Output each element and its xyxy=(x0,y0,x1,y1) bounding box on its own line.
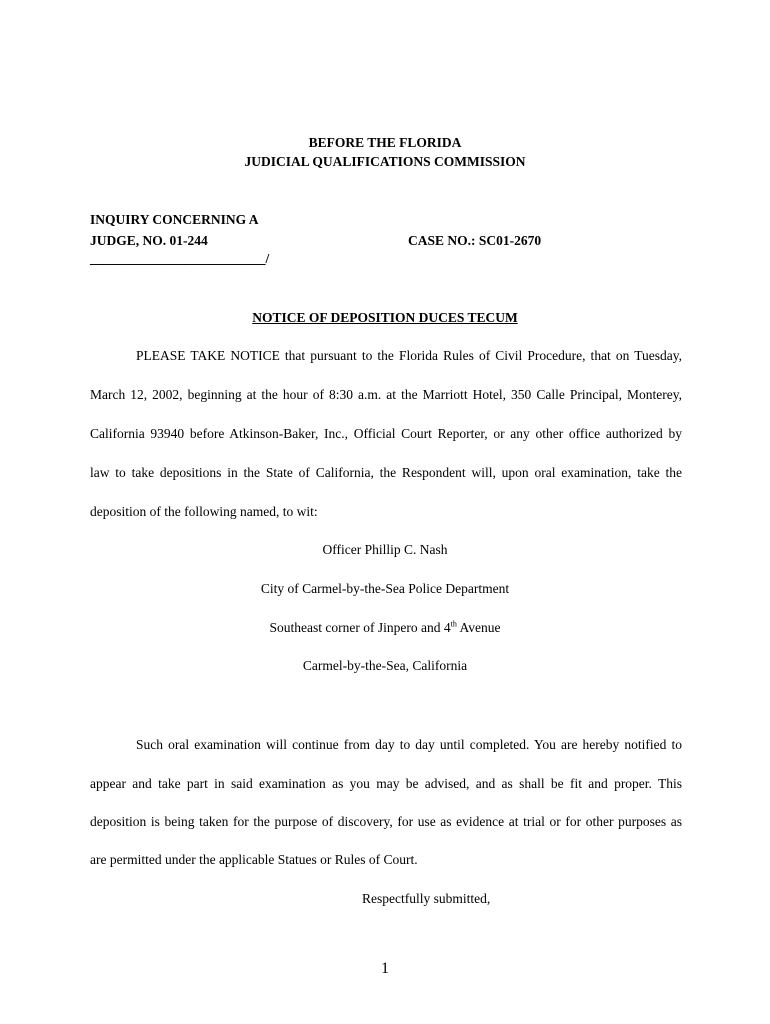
paragraph-1-line-4: law to take depositions in the State of California, the Respondent will, upon oral examination, take the xyxy=(90,465,682,480)
caption-left-line-2: JUDGE, NO. 01-244 xyxy=(90,233,208,248)
paragraph-2-line-1: Such oral examination will continue from day to day until completed. You are hereby notified to xyxy=(136,737,682,752)
closing-text: Respectfully submitted, xyxy=(362,891,491,906)
caption-left-line-1: INQUIRY CONCERNING A xyxy=(90,212,259,227)
deponent-name: Officer Phillip C. Nash xyxy=(322,542,448,557)
deponent-address xyxy=(0,620,770,636)
caption-left-line-3: __________________________/ xyxy=(90,251,270,266)
deponent-department: City of Carmel-by-the-Sea Police Department xyxy=(260,581,510,596)
header-line-1: BEFORE THE FLORIDA xyxy=(308,135,462,150)
paragraph-2-line-2: appear and take part in said examination as you may be advised, and as shall be fit and proper. This xyxy=(90,776,682,791)
paragraph-1-line-2: March 12, 2002, beginning at the hour of 8:30 a.m. at the Marriott Hotel, 350 Calle Principal, Monterey, xyxy=(90,387,682,402)
header-line-2: JUDICIAL QUALIFICATIONS COMMISSION xyxy=(244,154,526,169)
paragraph-1-line-1: PLEASE TAKE NOTICE that pursuant to the Florida Rules of Civil Procedure, that on Tuesday, xyxy=(136,348,682,363)
address-superscript: th xyxy=(450,619,457,629)
paragraph-2-line-3: deposition is being taken for the purpose of discovery, for use as evidence at trial or for other purposes as xyxy=(90,814,682,829)
paragraph-1-line-3: California 93940 before Atkinson-Baker, Inc., Official Court Reporter, or any other office authorized by xyxy=(90,426,682,441)
document-title: NOTICE OF DEPOSITION DUCES TECUM xyxy=(252,310,518,325)
page-number: 1 xyxy=(381,960,389,977)
case-number: CASE NO.: SC01-2670 xyxy=(408,233,542,248)
paragraph-2-line-4: are permitted under the applicable Statues or Rules of Court. xyxy=(90,852,418,867)
paragraph-1-line-5: deposition of the following named, to wit: xyxy=(90,504,318,519)
address-part-2: Avenue xyxy=(456,620,501,635)
deponent-city: Carmel-by-the-Sea, California xyxy=(302,658,468,673)
address-part-1: Southeast corner of Jinpero and 4 xyxy=(269,620,451,635)
